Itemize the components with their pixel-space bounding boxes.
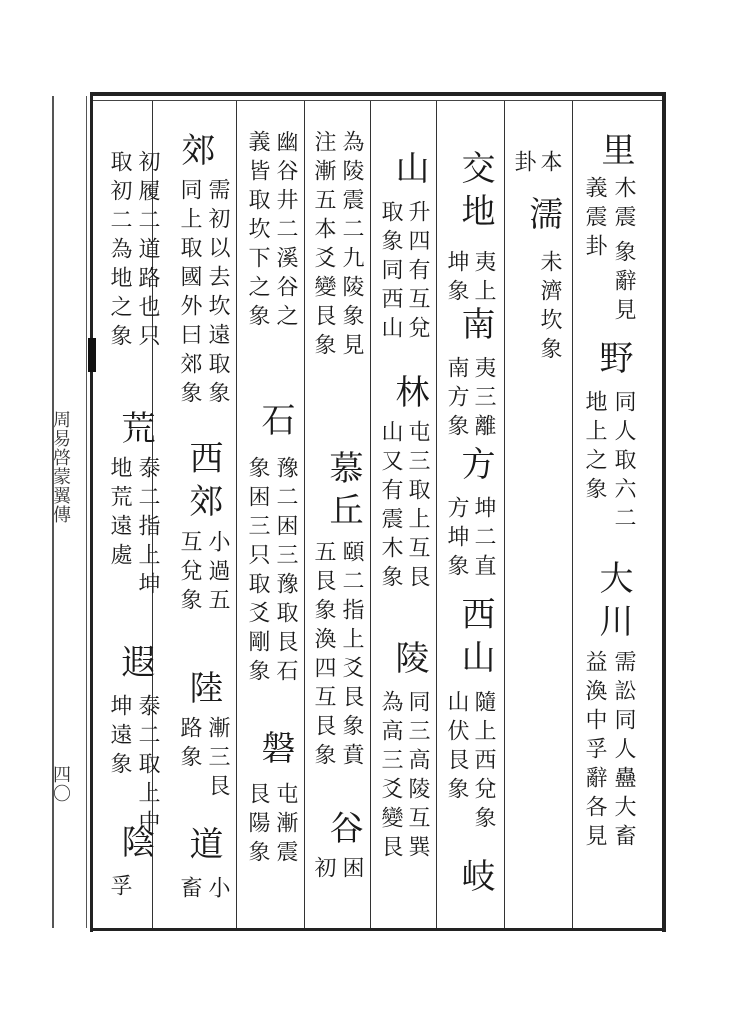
annotation-right: 頤二指上爻艮象賁: [339, 540, 364, 772]
main-char: 交地: [455, 150, 495, 236]
annotation-left: 取初二為地之象: [107, 150, 132, 353]
column-rule: [236, 101, 237, 928]
main-char: 丘: [323, 492, 363, 535]
annotation-left: 艮陽象: [245, 782, 270, 869]
annotation-left: 孚: [107, 874, 132, 903]
annotation-right: 屯三取上互艮: [405, 420, 430, 594]
column-rule: [370, 101, 371, 928]
fishtail-mark: [88, 338, 96, 372]
annotation-left: 山伏艮象: [444, 690, 469, 806]
annotation-right: 泰二指上坤: [135, 456, 160, 601]
annotation-left: 方坤象: [444, 496, 469, 583]
annotation-left: 坤遠象: [107, 694, 132, 781]
annotation-right: 同人取六二: [611, 390, 636, 535]
gutter-rule-inner: [86, 96, 87, 928]
main-char: 慕: [323, 450, 363, 493]
annotation-left: 卦: [511, 150, 536, 179]
frame-border-top: [90, 92, 664, 96]
annotation-right: 木震: [611, 176, 636, 234]
annotation-right: 坤二直: [471, 496, 496, 583]
column-rule: [304, 101, 305, 928]
gutter-page-number: 四〇: [50, 765, 71, 803]
annotation-right: 夷上: [471, 250, 496, 308]
annotation-right: 豫二困三豫取艮石: [273, 456, 298, 688]
column-rule: [572, 101, 573, 928]
annotation-right: 小: [205, 876, 230, 905]
gutter-title: 周易啓蒙翼傳: [50, 410, 71, 524]
annotation-right: 升四有互兌: [405, 200, 430, 345]
annotation-left: 路象: [177, 716, 202, 774]
annotation-right: 未濟坎象: [537, 250, 562, 366]
annotation-left: 地荒遠處: [107, 456, 132, 572]
annotation-right: 泰二取上中: [135, 694, 160, 839]
main-char: 方: [455, 446, 495, 489]
main-char: 西郊: [183, 440, 223, 526]
annotation-right: 漸三艮: [205, 716, 230, 803]
main-char: 陸: [183, 670, 223, 713]
main-char: 道: [183, 826, 223, 869]
main-char: 西山: [455, 596, 495, 682]
main-char: 林: [389, 374, 429, 417]
main-char: 石: [255, 402, 295, 445]
main-char: 荒: [115, 410, 155, 453]
annotation-right: 同三高陵互巽: [405, 690, 430, 864]
annotation-left: 地上之象: [582, 390, 607, 506]
annotation-left: 為高三爻變艮: [378, 690, 403, 864]
frame-border-left: [90, 92, 93, 932]
annotation-left: 南方象: [444, 356, 469, 443]
main-char: 谷: [323, 810, 363, 853]
main-char: 野: [593, 340, 633, 383]
annotation-right: 需訟同人蠱大畜: [611, 650, 636, 853]
main-char: 岐: [455, 858, 495, 901]
annotation-left: 畜: [177, 876, 202, 905]
main-char: 里: [595, 132, 635, 175]
main-char: 陰: [115, 824, 155, 867]
annotation-right: 隨上西兌象: [471, 690, 496, 835]
annotation-left: 義皆取坎下之象: [245, 130, 270, 333]
annotation-left: 益渙中孚辭各見: [582, 650, 607, 853]
annotation-left: 坤象: [444, 250, 469, 308]
annotation-right: 初履二道路也只: [135, 150, 160, 353]
frame-border-top-inner: [90, 100, 664, 101]
column-rule: [504, 101, 505, 928]
annotation-left: 五艮象渙四互艮象: [311, 540, 336, 772]
annotation-left: 互兌象: [177, 530, 202, 617]
annotation-right: 夷三離: [471, 356, 496, 443]
annotation-right: 困: [339, 856, 364, 885]
annotation-left: 注漸五本爻變艮象: [311, 130, 336, 362]
annotation-right: 需初以去坎遠取象: [205, 178, 230, 410]
main-char: 遐: [115, 644, 155, 687]
main-char: 陵: [389, 640, 429, 683]
main-char: 南: [455, 306, 495, 349]
annotation-left: 同上取國外曰郊象: [177, 178, 202, 410]
main-char: 郊: [175, 132, 215, 175]
annotation-left: 取象同西山: [378, 200, 403, 345]
main-char: 大川: [593, 560, 633, 646]
annotation-right: 本: [537, 150, 562, 179]
annotation-right: 幽谷井二溪谷之: [273, 130, 298, 333]
annotation-right: 象辭見: [611, 240, 636, 327]
annotation-right: 屯漸震: [273, 782, 298, 869]
frame-border-bottom: [90, 928, 664, 931]
main-char: 磐: [255, 730, 295, 773]
annotation-left: 象困三只取爻剛象: [245, 456, 270, 688]
annotation-right: 為陵震二九陵象見: [339, 130, 364, 362]
frame-border-right: [662, 92, 666, 932]
annotation-right: 小過五: [205, 530, 230, 617]
main-char: 山: [389, 150, 429, 193]
main-char: 濡: [523, 196, 563, 239]
annotation-left: 義震卦: [582, 176, 607, 263]
annotation-left: 山又有震木象: [378, 420, 403, 594]
column-rule: [436, 101, 437, 928]
annotation-left: 初: [311, 856, 336, 885]
